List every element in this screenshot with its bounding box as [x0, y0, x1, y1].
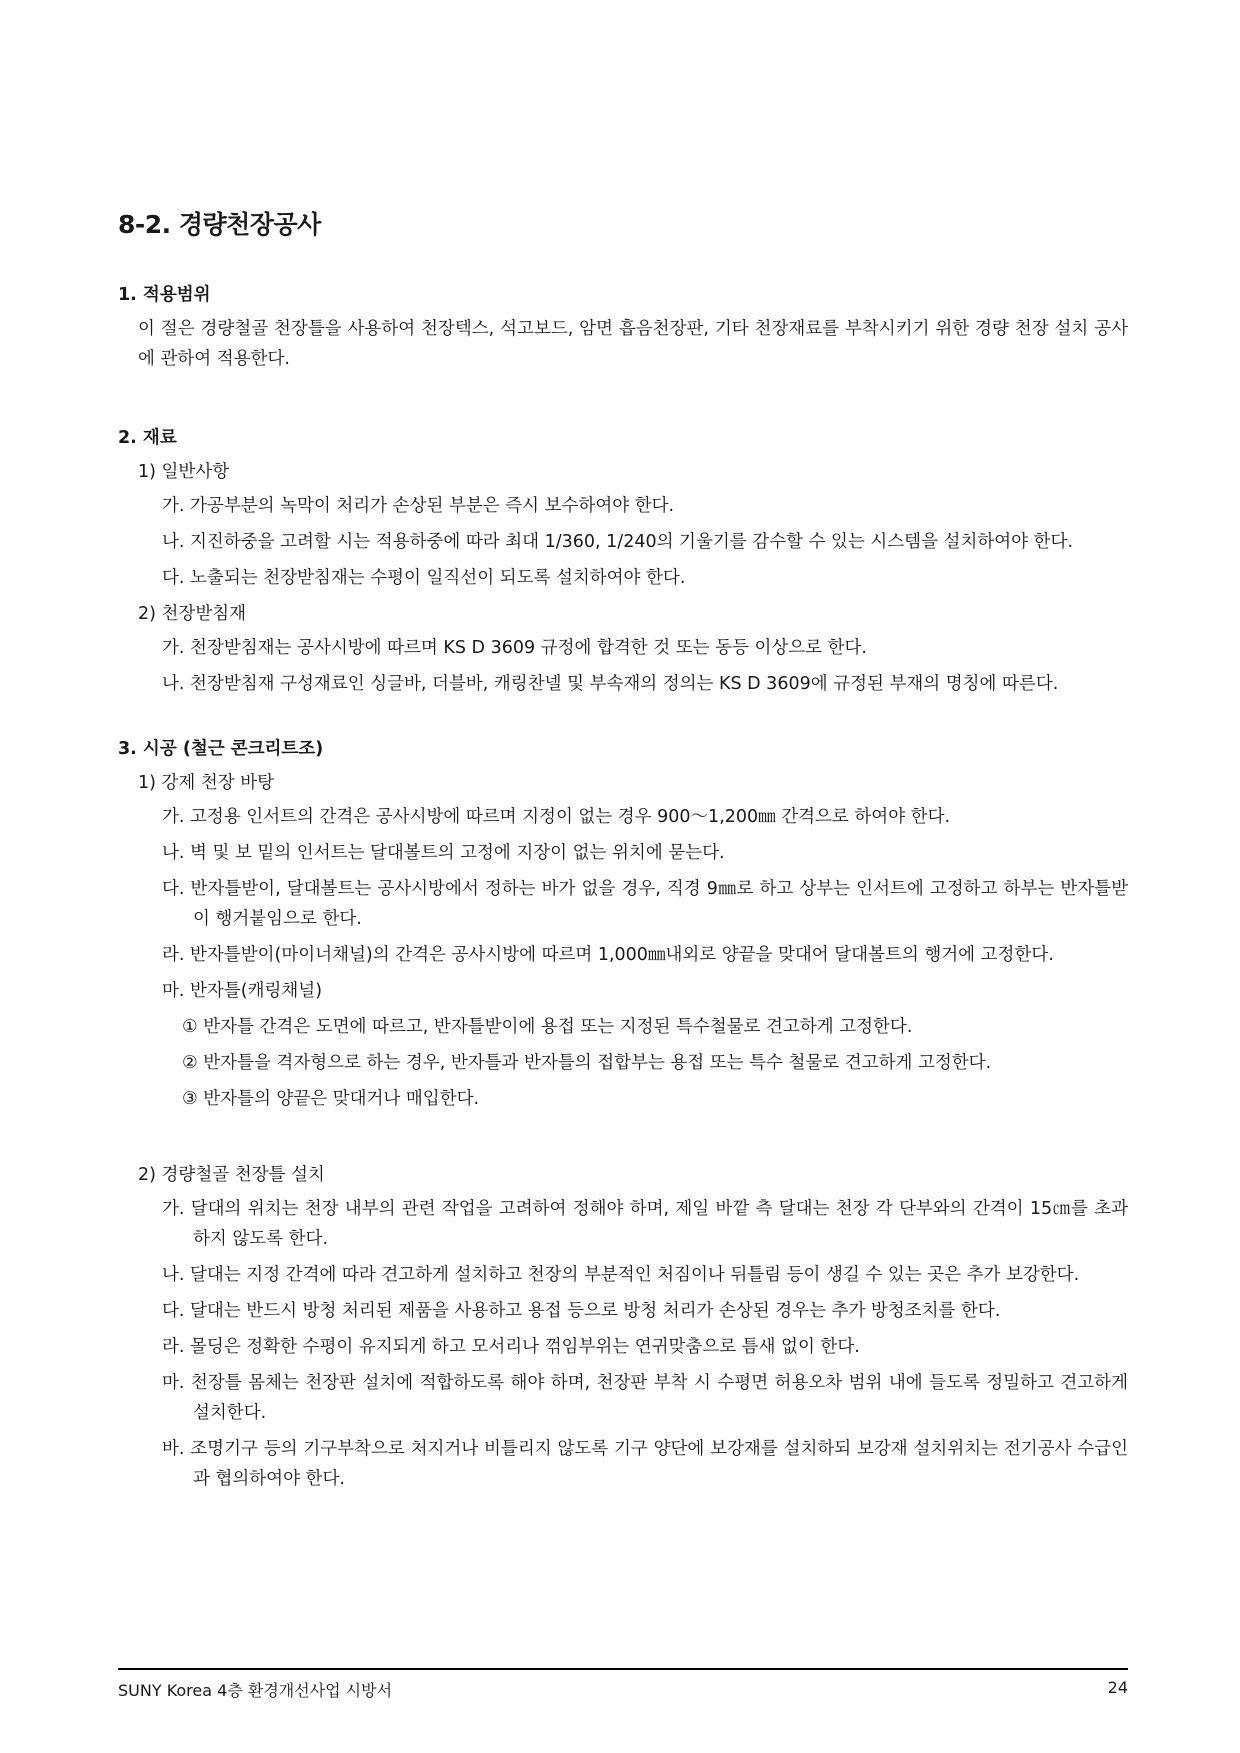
scope-paragraph: 이 절은 경량철골 천장틀을 사용하여 천장텍스, 석고보드, 암면 흡음천장판, 기타 천장재료를 부착시키기 위한 경량 천장 설치 공사에 관하여 적용한다. — [138, 319, 1128, 369]
subsection-heading-general: 1) 일반사항 — [138, 462, 230, 482]
subsection-heading-light-steel-frame: 2) 경량철골 천장틀 설치 — [138, 1165, 325, 1185]
list-item: 가. 고정용 인서트의 간격은 공사시방에 따르며 지정이 없는 경우 900～1,200㎜ 간격으로 하여야 한다. — [162, 807, 951, 827]
list-item: 가. 가공부분의 녹막이 처리가 손상된 부분은 즉시 보수하여야 한다. — [162, 496, 675, 516]
list-item: 다. 노출되는 천장받침재는 수평이 일직선이 되도록 설치하여야 한다. — [162, 568, 686, 588]
list-item: 나. 천장받침재 구성재료인 싱글바, 더블바, 캐링찬넬 및 부속재의 정의는 KS D 3609에 규정된 부재의 명칭에 따른다. — [162, 674, 1059, 694]
section-heading-construction: 3. 시공 (철근 콘크리트조) — [118, 739, 324, 759]
spacer — [118, 705, 1128, 735]
circled-list-item: ③ 반자틀의 양끝은 맞대거나 매입한다. — [182, 1089, 480, 1109]
footer-document-title: SUNY Korea 4층 환경개선사업 시방서 — [118, 1681, 393, 1700]
list-item: 가. 달대의 위치는 천장 내부의 관련 작업을 고려하여 정해야 하며, 제일 바깥 측 달대는 천장 각 단부와의 간격이 15㎝를 초과하지 않도록 한다. — [162, 1199, 1128, 1249]
circled-list-item: ② 반자틀을 격자형으로 하는 경우, 반자틀과 반자틀의 접합부는 용접 또는 특수 철물로 견고하게 고정한다. — [182, 1053, 992, 1073]
page-number: 24 — [1107, 1678, 1128, 1697]
page-content — [118, 205, 1128, 1500]
page-footer — [118, 1668, 1128, 1701]
section-heading-scope: 1. 적용범위 — [118, 285, 211, 305]
list-item: 나. 벽 및 보 밑의 인서트는 달대볼트의 고정에 지장이 없는 위치에 묻는다. — [162, 843, 725, 863]
list-item: 나. 지진하중을 고려할 시는 적용하중에 따라 최대 1/360, 1/240의 기울기를 감수할 수 있는 시스템을 설치하여야 한다. — [162, 532, 1074, 552]
list-item: 라. 몰딩은 정확한 수평이 유지되게 하고 모서리나 꺾임부위는 연귀맞춤으로 틈새 없이 한다. — [162, 1337, 860, 1357]
list-item: 다. 달대는 반드시 방청 처리된 제품을 사용하고 용접 등으로 방청 처리가 손상된 경우는 추가 방청조치를 한다. — [162, 1301, 1001, 1321]
page-title: 8-2. 경량천장공사 — [118, 210, 321, 239]
list-item: 다. 반자틀받이, 달대볼트는 공사시방에서 정하는 바가 없을 경우, 직경 9㎜로 하고 상부는 인서트에 고정하고 하부는 반자틀받이 행거붙임으로 한다. — [162, 879, 1128, 929]
list-item: 가. 천장받침재는 공사시방에 따르며 KS D 3609 규정에 합격한 것 또는 동등 이상으로 한다. — [162, 638, 867, 658]
list-item: 나. 달대는 지정 간격에 따라 견고하게 설치하고 천장의 부분적인 처짐이나 뒤틀림 등이 생길 수 있는 곳은 추가 보강한다. — [162, 1265, 1080, 1285]
circled-list-item: ① 반자틀 간격은 도면에 따르고, 반자틀받이에 용접 또는 지정된 특수철물로 견고하게 고정한다. — [182, 1017, 913, 1037]
list-item: 라. 반자틀받이(마이너채널)의 간격은 공사시방에 따르며 1,000㎜내외로 양끝을 맞대어 달대볼트의 행거에 고정한다. — [162, 945, 1054, 965]
subsection-heading-ceiling-support: 2) 천장받침재 — [138, 604, 247, 624]
spacer — [118, 1120, 1128, 1160]
section-heading-materials: 2. 재료 — [118, 428, 177, 448]
subsection-heading-steel-base: 1) 강제 천장 바탕 — [138, 773, 275, 793]
list-item: 마. 천장틀 몸체는 천장판 설치에 적합하도록 해야 하며, 천장판 부착 시 수평면 허용오차 범위 내에 들도록 정밀하고 견고하게 설치한다. — [162, 1373, 1128, 1423]
list-item: 바. 조명기구 등의 기구부착으로 처지거나 비틀리지 않도록 기구 양단에 보강재를 설치하되 보강재 설치위치는 전기공사 수급인과 협의하여야 한다. — [162, 1439, 1128, 1489]
list-item: 마. 반자틀(캐링채널) — [162, 981, 323, 1001]
